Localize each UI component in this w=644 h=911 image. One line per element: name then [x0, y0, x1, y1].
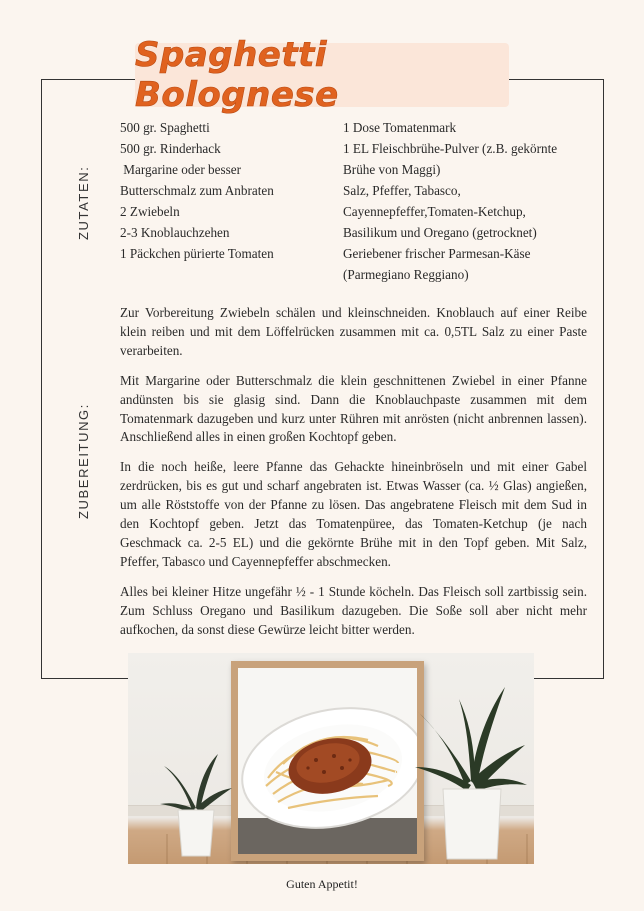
pasta-plate-image	[238, 668, 417, 854]
page-title: Spaghetti Bolognese	[135, 35, 339, 115]
ingredient-item: Geriebener frischer Parmesan-Käse	[343, 246, 531, 261]
preparation-label: ZUBEREITUNG:	[76, 403, 91, 519]
ingredient-item: 500 gr. Spaghetti	[120, 120, 210, 135]
ingredient-item: Brühe von Maggi)	[343, 162, 441, 177]
ingredient-item: (Parmegiano Reggiano)	[343, 267, 469, 282]
picture-frame	[231, 661, 424, 861]
large-plant	[413, 681, 528, 861]
dish-photo	[128, 653, 534, 864]
ingredients-label: ZUTATEN:	[76, 165, 91, 240]
pasta-illustration	[238, 668, 417, 854]
ingredient-item: 2-3 Knoblauchzehen	[120, 225, 230, 240]
ingredient-item: 2 Zwiebeln	[120, 204, 180, 219]
step-paragraph: Alles bei kleiner Hitze ungefähr ½ - 1 Stunde köcheln. Das Fleisch soll zartbissig sein. Zum Schluss Oregano und Basilikum dazugeben. Die Soße soll aber nicht mehr aufkochen, da sonst diese Gewürze leicht bitter werden.	[120, 583, 587, 637]
ingredient-item: Butterschmalz zum Anbraten	[120, 183, 274, 198]
ingredient-item: Basilikum und Oregano (getrocknet)	[343, 225, 537, 240]
ingredient-item: Margarine oder besser	[120, 162, 241, 177]
ingredient-item: 1 EL Fleischbrühe-Pulver (z.B. gekörnte	[343, 141, 558, 156]
step-paragraph: Mit Margarine oder Butterschmalz die klein geschnittenen Zwiebel in einer Pfanne andünsten bis sie glasig sind. Dann die Knoblauchpaste zusammen mit dem Tomatenmark dazugeben und kurz unter Rühren mit anrösten (nicht anbrennen lassen). Anschließend alles in einen großen Kochtopf geben.	[120, 372, 587, 445]
closing-caption: Guten Appetit!	[286, 877, 358, 891]
preparation-steps	[120, 304, 587, 651]
step-paragraph: Zur Vorbereitung Zwiebeln schälen und kleinschneiden. Knoblauch auf einer Reibe klein reiben und mit dem Löffelrücken zusammen mit ca. 0,5TL Salz zu einer Paste verarbeiten.	[120, 305, 587, 358]
step-paragraph: In die noch heiße, leere Pfanne das Gehackte hineinbröseln und mit einer Gabel zerdrücken, bis es gut und scharf angebraten ist. Etwas Wasser (ca. ½ Glas) angießen, um alle Röststoffe von der Pfanne zu lösen. Das angebratene Fleisch mit dem Sud in den Kochtopf geben. Jetzt das Tomatenpüree, das Tomaten-Ketchup (je nach Geschmack ca. 2-5 EL) und die gekörnte Brühe mit in den Topf geben. Mit Salz, Pfeffer, Tabasco und Cayennepfeffer abschmecken.	[120, 459, 587, 569]
ingredient-item: Cayennepfeffer,Tomaten-Ketchup,	[343, 204, 526, 219]
ingredient-column-left	[120, 117, 330, 264]
ingredient-item: 500 gr. Rinderhack	[120, 141, 221, 156]
ingredient-column-right	[343, 117, 603, 285]
ingredient-item: 1 Dose Tomatenmark	[343, 120, 457, 135]
small-plant	[156, 748, 236, 858]
ingredient-item: Salz, Pfeffer, Tabasco,	[343, 183, 461, 198]
title-banner	[135, 35, 509, 115]
ingredient-item: 1 Päckchen pürierte Tomaten	[120, 246, 274, 261]
